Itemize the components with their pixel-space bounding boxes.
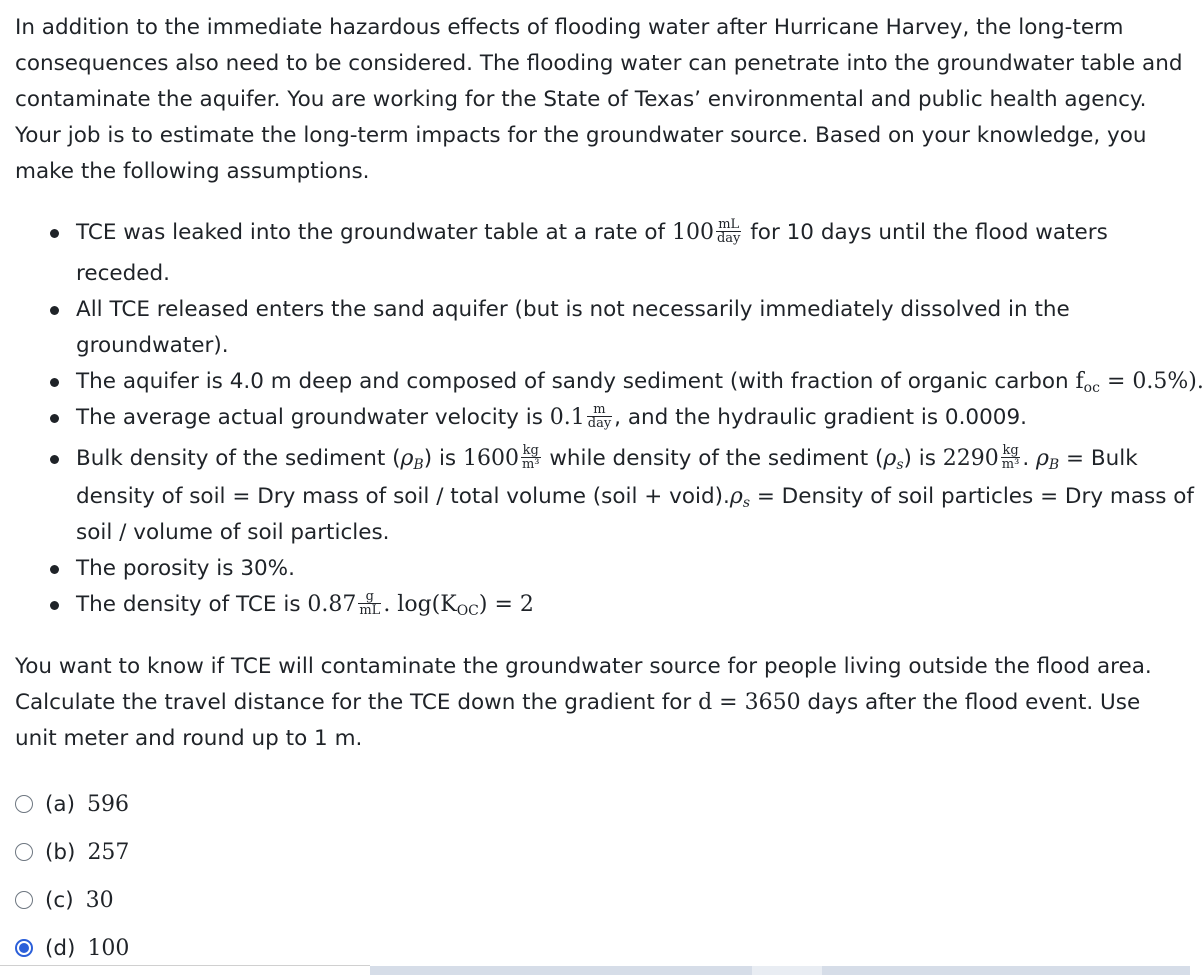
bullet-dot: [50, 565, 59, 574]
fraction-kg-per-m3: $\frac{kg}{\text{m³}}$: [521, 442, 540, 472]
answer-option-c[interactable]: (c) 30: [15, 885, 114, 915]
fraction-m-per-day: $\frac{m}{\text{day}}$: [587, 401, 612, 431]
assumption-tce-leak-rate-cont: receded.: [76, 261, 170, 286]
assumption-bulk-density: Bulk density of the sediment $(\rho_B)$ is 1600 $\frac{kg}{\text{m³}}$ while density of the sediment $(\rho_s)$ is 2290 $\frac{kg}{\text{m³}}$ . $\rho_B$ = Bulk: [76, 441, 1188, 483]
answer-option-a[interactable]: (a) 596: [15, 789, 129, 819]
radio-button[interactable]: [15, 891, 33, 909]
assumption-tce-density: The density of TCE is 0.87 $\frac{g}{mL}$ . $\log(K_{OC}) = 2$: [76, 587, 1188, 629]
intro-paragraph: In addition to the immediate hazardous effects of flooding water after Hurricane Harvey, the long-term consequences also need to be considered. The flooding water can penetrate into the groundwater table and contaminate the aquifer. You are working for the State of Texas’ environmental and public health agency. Your job is to estimate the long-term impacts for the groundwater source. Based on your knowledge, you make the following assumptions.: [15, 15, 1183, 184]
fraction-g-per-ml: $\frac{g}{mL}$: [359, 588, 381, 618]
bullet-dot: [50, 455, 59, 464]
assumption-porosity: The porosity is 30%.: [76, 551, 1188, 587]
answer-option-d[interactable]: (d) 100: [15, 933, 129, 963]
assumption-sand-aquifer: All TCE released enters the sand aquifer (but is not necessarily immediately dissolved in the: [76, 292, 1188, 328]
bullet-dot: [50, 414, 59, 423]
bullet-dot: [50, 378, 59, 387]
question-text: You want to know if TCE will contaminate the groundwater source for people living outside the flood area. Calculate the travel distance for the TCE down the gradient for d = 3650 days after the flood event. Use unit meter and round up to 1 m.: [15, 654, 1152, 751]
bullet-dot: [50, 229, 59, 238]
bullet-dot: [50, 306, 59, 315]
scrollbar-track-line: [0, 965, 370, 966]
assumption-aquifer-depth: The aquifer is 4.0 m deep and composed of sandy sediment (with fraction of organic carbon $f_{oc} = 0.5\%$).: [76, 364, 1188, 406]
scrollbar-segment: [752, 966, 822, 975]
fraction-ml-per-day: $\frac{mL}{\text{day}}$: [716, 216, 741, 246]
radio-button[interactable]: [15, 843, 33, 861]
horizontal-scrollbar[interactable]: [0, 964, 1190, 975]
radio-button[interactable]: [15, 795, 33, 813]
assumption-groundwater-velocity: The average actual groundwater velocity is 0.1 $\frac{m}{\text{day}}$ , and the hydraulic gradient is 0.0009.: [76, 400, 1188, 436]
assumption-tce-leak-rate: TCE was leaked into the groundwater table at a rate of 100 $\frac{mL}{\text{day}}$ for 10 days until the flood waters: [76, 215, 1188, 251]
assumption-bulk-density-line2: density of soil = Dry mass of soil / total volume (soil + $void).\rho_s$ = Density of soil particles = Dry mass of: [76, 484, 1194, 511]
bullet-dot: [50, 601, 59, 610]
assumption-sand-aquifer-cont: groundwater).: [76, 333, 229, 358]
radio-button-selected[interactable]: [15, 939, 33, 957]
fraction-kg-per-m3: $\frac{kg}{\text{m³}}$: [1001, 442, 1020, 472]
assumption-bulk-density-line3: soil / volume of soil particles.: [76, 520, 390, 545]
answer-option-b[interactable]: (b) 257: [15, 837, 129, 867]
